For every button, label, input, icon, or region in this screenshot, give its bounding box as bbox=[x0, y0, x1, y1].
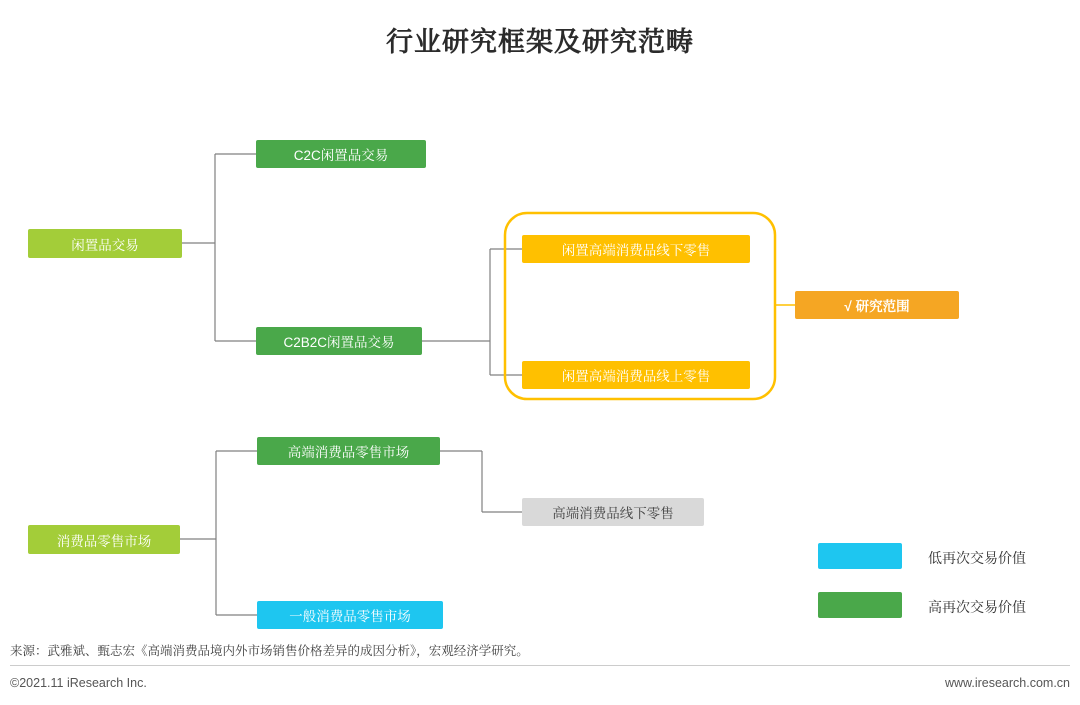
node-label: 闲置品交易 bbox=[71, 237, 139, 253]
node-label: √ 研究范围 bbox=[844, 299, 910, 314]
legend-label-high-value: 高再次交易价值 bbox=[928, 599, 1026, 615]
node-consumer-retail-market[interactable] bbox=[28, 525, 180, 554]
node-general-retail-market[interactable] bbox=[257, 601, 443, 629]
node-label: 一般消费品零售市场 bbox=[289, 609, 411, 624]
node-c2b2c-idle[interactable] bbox=[256, 327, 422, 355]
node-label: 闲置高端消费品线上零售 bbox=[561, 369, 711, 384]
node-premium-offline-retail[interactable] bbox=[522, 498, 704, 526]
node-idle-premium-online[interactable] bbox=[522, 361, 750, 389]
node-c2c-idle[interactable] bbox=[256, 140, 426, 168]
node-label: 闲置高端消费品线下零售 bbox=[561, 243, 711, 258]
node-idle-goods-trade[interactable] bbox=[28, 229, 182, 258]
legend-label-low-value: 低再次交易价值 bbox=[928, 550, 1026, 566]
source-note: 来源：武雅斌、甄志宏《高端消费品境内外市场销售价格差异的成因分析》，宏观经济学研究。 bbox=[10, 644, 529, 658]
node-idle-premium-offline[interactable] bbox=[522, 235, 750, 263]
footer-divider bbox=[10, 665, 1070, 666]
node-label: 消费品零售市场 bbox=[56, 533, 152, 549]
node-research-scope[interactable] bbox=[795, 291, 959, 319]
node-label: C2B2C闲置品交易 bbox=[283, 335, 395, 350]
node-label: 高端消费品线下零售 bbox=[552, 506, 674, 521]
node-label: C2C闲置品交易 bbox=[293, 148, 389, 163]
page-title: 行业研究框架及研究范畴 bbox=[386, 27, 694, 57]
legend-swatch-high-value bbox=[818, 592, 902, 618]
node-label: 高端消费品零售市场 bbox=[287, 445, 410, 460]
legend-swatch-low-value bbox=[818, 543, 902, 569]
copyright-text: ©2021.11 iResearch Inc. bbox=[10, 676, 147, 690]
website-text: www.iresearch.com.cn bbox=[944, 676, 1070, 690]
node-premium-retail-market[interactable] bbox=[257, 437, 440, 465]
